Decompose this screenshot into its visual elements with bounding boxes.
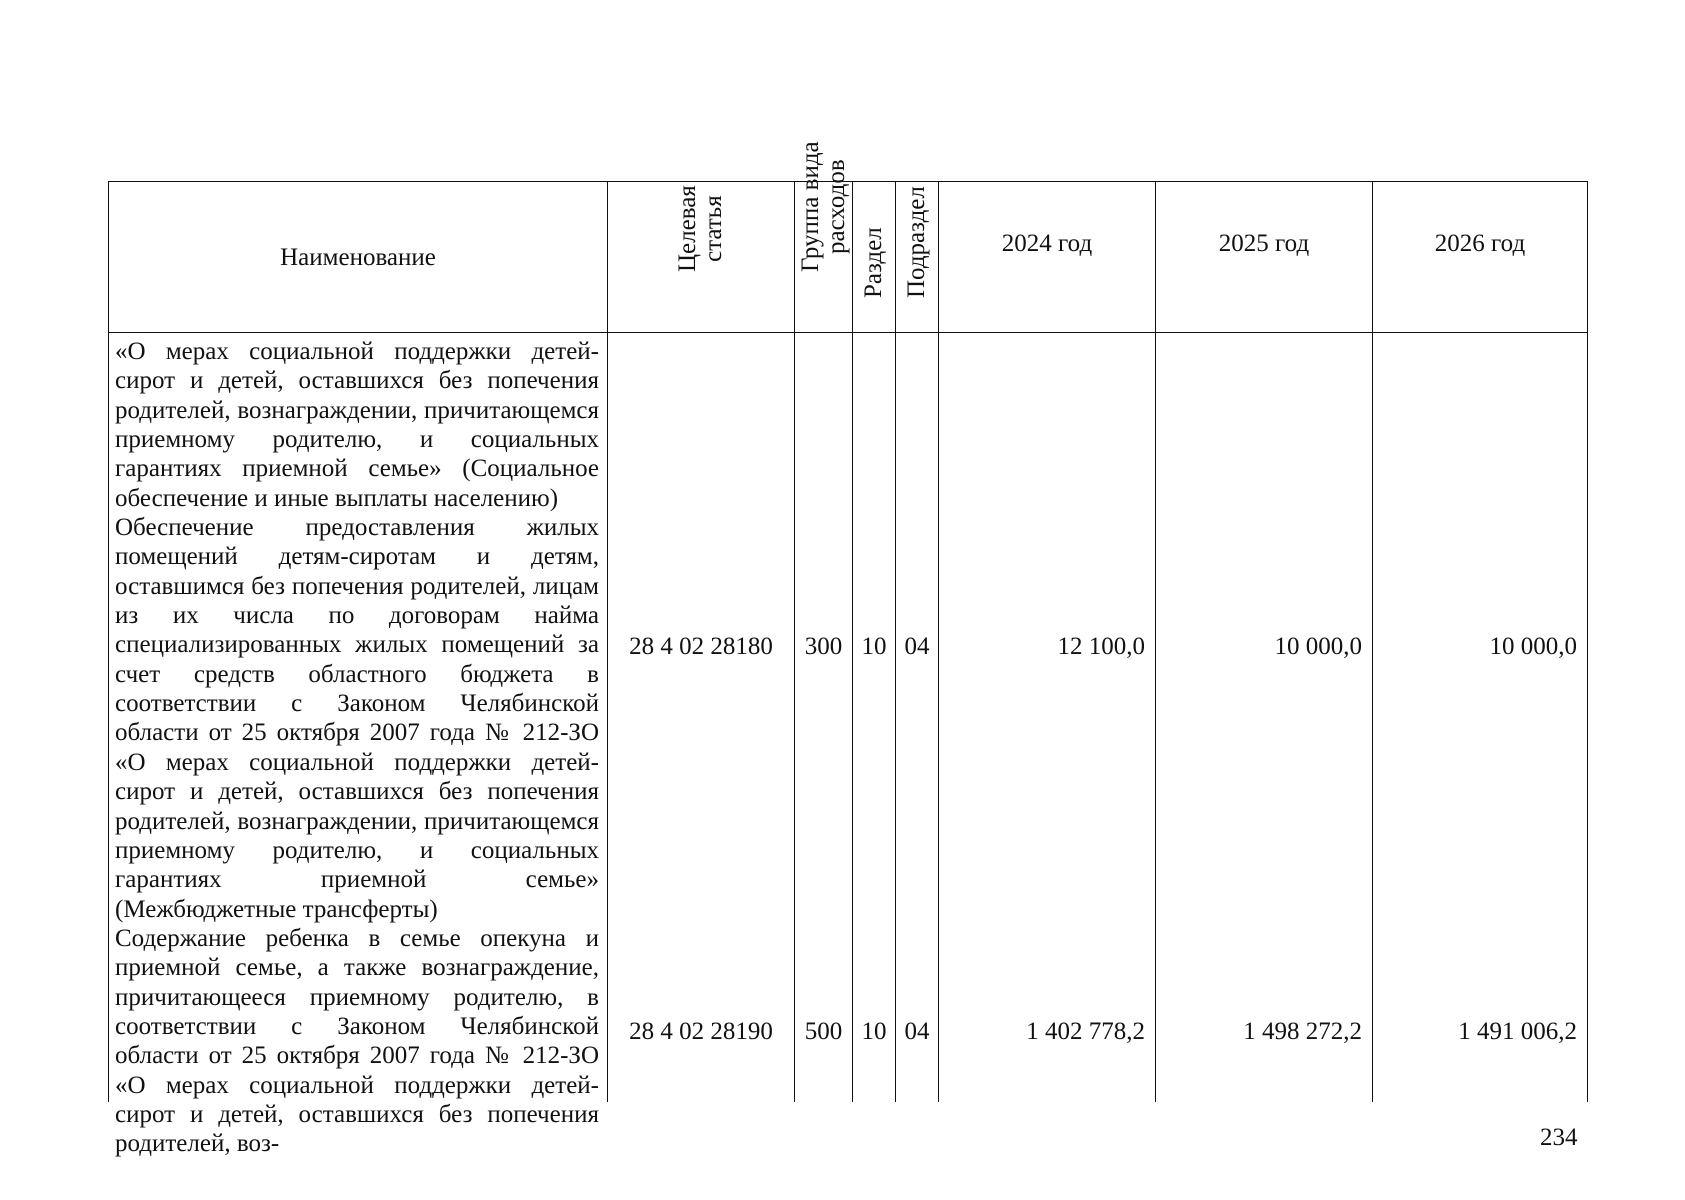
header-2026: 2026 год bbox=[1434, 230, 1526, 257]
header-expense-group-line1: Группа вида bbox=[796, 141, 824, 272]
row2-2025-amount: 1 498 272,2 bbox=[1243, 1018, 1362, 1045]
description-text bbox=[109, 333, 599, 1159]
year-2026-column bbox=[1373, 333, 1587, 1102]
name-column bbox=[109, 333, 608, 1158]
header-name: Наименование bbox=[280, 244, 436, 271]
header-subsection: Подраздел bbox=[903, 186, 930, 298]
row1-section: 10 bbox=[861, 633, 887, 660]
header-subsection-cell bbox=[896, 182, 939, 332]
row2-2024-amount: 1 402 778,2 bbox=[1026, 1018, 1145, 1045]
target-article-column bbox=[608, 333, 795, 1102]
expense-group-column bbox=[795, 333, 853, 1102]
header-2025: 2025 год bbox=[1218, 230, 1310, 257]
description-paragraph-1: «О мерах социальной поддержки детей-сирот и детей, оставшихся без попечения родителей, вознаграждении, причитающемся приемному родителю, и социальных гарантиях приемной семье» (Социальное обеспечение и иные выплаты населению) bbox=[115, 338, 599, 512]
year-2025-column bbox=[1156, 333, 1373, 1102]
header-name-cell bbox=[109, 182, 608, 332]
row1-subsection: 04 bbox=[904, 633, 930, 660]
header-section-cell bbox=[853, 182, 896, 332]
header-target-article-cell bbox=[608, 182, 795, 332]
row2-subsection: 04 bbox=[904, 1018, 930, 1045]
year-2024-column bbox=[939, 333, 1156, 1102]
header-target-article bbox=[675, 185, 727, 272]
header-2025-cell bbox=[1156, 182, 1373, 332]
row2-section: 10 bbox=[861, 1018, 887, 1045]
row1-target-article: 28 4 02 28180 bbox=[629, 633, 773, 660]
header-2026-cell bbox=[1373, 182, 1587, 332]
header-2024: 2024 год bbox=[1001, 230, 1093, 257]
row1-2025-amount: 10 000,0 bbox=[1274, 633, 1362, 660]
row2-target-article: 28 4 02 28190 bbox=[629, 1018, 773, 1045]
row1-expense-group: 300 bbox=[804, 633, 843, 660]
table-header bbox=[108, 141, 1588, 333]
row2-2026-amount: 1 491 006,2 bbox=[1458, 1018, 1577, 1045]
header-expense-group bbox=[798, 141, 850, 272]
row1-2024-amount: 12 100,0 bbox=[1057, 633, 1145, 660]
row2-expense-group: 500 bbox=[804, 1018, 843, 1045]
header-target-article-line1: Целевая bbox=[674, 185, 701, 272]
header-section: Раздел bbox=[860, 227, 887, 298]
header-target-article-line2: статья bbox=[700, 195, 727, 262]
header-2024-cell bbox=[939, 182, 1156, 332]
page-number: 234 bbox=[1540, 1124, 1578, 1151]
header-expense-group-cell bbox=[795, 141, 853, 332]
subsection-column bbox=[896, 333, 939, 1102]
row1-2026-amount: 10 000,0 bbox=[1489, 633, 1577, 660]
header-expense-group-line2: расходов bbox=[822, 159, 850, 255]
section-column bbox=[853, 333, 896, 1102]
description-paragraph-2: Обеспечение предоставления жилых помещений детям-сиротам и детям, оставшимся без попечения родителей, лицам из их числа по договорам найма специализированных жилых помещений за счет средств областного бюджета в соответствии с Законом Челябинской области от 25 октября 2007 года № 212-ЗО «О мерах социальной поддержки детей-сирот и детей, оставшихся без попечения родителей, вознаграждении, причитающемся приемному родителю, и социальных гарантиях приемной семье» (Межбюджетные трансферты) bbox=[115, 514, 599, 923]
description-paragraph-3: Содержание ребенка в семье опекуна и приемной семье, а также вознаграждение, причитающееся приемному родителю, в соответствии с Законом Челябинской области от 25 октября 2007 года № 212-ЗО «О мерах социальной поддержки детей-сирот и детей, оставшихся без попечения родителей, воз- bbox=[115, 924, 599, 1158]
